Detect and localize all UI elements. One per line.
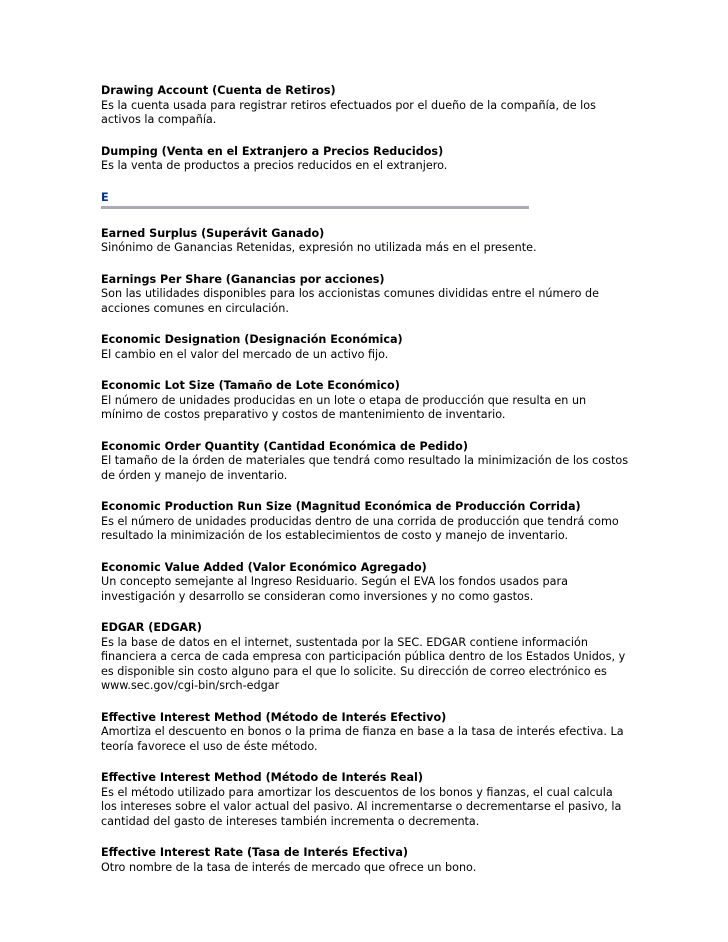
section-divider [101,206,529,209]
section-letter-heading: E [101,190,109,204]
glossary-term: Drawing Account (Cuenta de Retiros) [101,84,336,97]
glossary-entry-economic-designation [101,333,631,362]
glossary-page [101,84,631,892]
glossary-definition: Es la base de datos en el internet, sustentada por la SEC. EDGAR contiene información financiera a cerca de cada empresa con participación pública dentro de los Estados Unidos, y es disponible sin costo alguno para el que lo solicite. Su dirección de correo electrónico es www.sec.gov/cgi-bin/srch-edgar [101,635,626,692]
glossary-term: Earned Surplus (Superávit Ganado) [101,226,325,240]
glossary-entry-economic-production-run-size [101,500,631,544]
glossary-entry-drawing-account [101,84,631,128]
glossary-term: EDGAR (EDGAR) [101,621,202,634]
glossary-entry-effective-interest-rate [101,846,631,875]
glossary-term: Economic Value Added (Valor Económico Agregado) [101,560,427,574]
glossary-definition: Son las utilidades disponibles para los accionistas comunes divididas entre el número de acciones comunes en circulación. [101,287,600,315]
glossary-entry-dumping [101,145,631,174]
glossary-definition: El número de unidades producidas en un lote o etapa de producción que resulta en un mínimo de costos preparativo y costos de mantenimiento de inventario. [101,393,587,421]
glossary-entry-edgar [101,621,631,694]
glossary-entry-earnings-per-share [101,273,631,317]
glossary-entry-economic-lot-size [101,379,631,423]
glossary-term: Earnings Per Share (Ganancias por acciones) [101,272,385,286]
glossary-definition: El cambio en el valor del mercado de un activo fijo. [101,347,389,361]
glossary-definition: Es el número de unidades producidas dentro de una corrida de producción que tendrá como resultado la minimización de los establecimientos de costo y manejo de inventario. [101,514,619,542]
glossary-term: Economic Designation (Designación Económica) [101,333,403,346]
glossary-term: Economic Production Run Size (Magnitud Económica de Producción Corrida) [101,500,581,513]
glossary-definition: Es la cuenta usada para registrar retiros efectuados por el dueño de la compañía, de los activos la compañía. [101,98,596,126]
glossary-term: Effective Interest Method (Método de Interés Real) [101,771,423,784]
glossary-term: Effective Interest Method (Método de Interés Efectivo) [101,710,447,724]
glossary-entry-effective-interest-method-efectivo [101,711,631,755]
glossary-term: Dumping (Venta en el Extranjero a Precios Reducidos) [101,144,444,158]
glossary-entry-economic-value-added [101,561,631,605]
glossary-definition: El tamaño de la órden de materiales que tendrá como resultado la minimización de los costos de órden y manejo de inventario. [101,454,629,482]
glossary-definition: Es la venta de productos a precios reducidos en el extranjero. [101,159,448,172]
glossary-term: Effective Interest Rate (Tasa de Interés Efectiva) [101,846,408,859]
glossary-definition: Un concepto semejante al Ingreso Residuario. Según el EVA los fondos usados para investigación y desarrollo se consideran como inversiones y no como gastos. [101,575,568,603]
glossary-entry-effective-interest-method-real [101,771,631,829]
glossary-term: Economic Order Quantity (Cantidad Económica de Pedido) [101,439,468,453]
glossary-entry-earned-surplus [101,227,631,256]
glossary-definition: Sinónimo de Ganancias Retenidas, expresión no utilizada más en el presente. [101,241,537,254]
glossary-definition: Es el método utilizado para amortizar los descuentos de los bonos y fianzas, el cual calcula los intereses sobre el valor actual del pasivo. Al incrementarse o decrementarse el pasivo, la cantidad del gasto de intereses también incrementa o decrementa. [101,785,622,828]
glossary-definition: Amortiza el descuento en bonos o la prima de fianza en base a la tasa de interés efectiva. La teoría favorece el uso de éste método. [101,725,624,753]
glossary-term: Economic Lot Size (Tamaño de Lote Económico) [101,379,400,392]
glossary-entry-economic-order-quantity [101,440,631,484]
glossary-definition: Otro nombre de la tasa de interés de mercado que ofrece un bono. [101,860,477,874]
